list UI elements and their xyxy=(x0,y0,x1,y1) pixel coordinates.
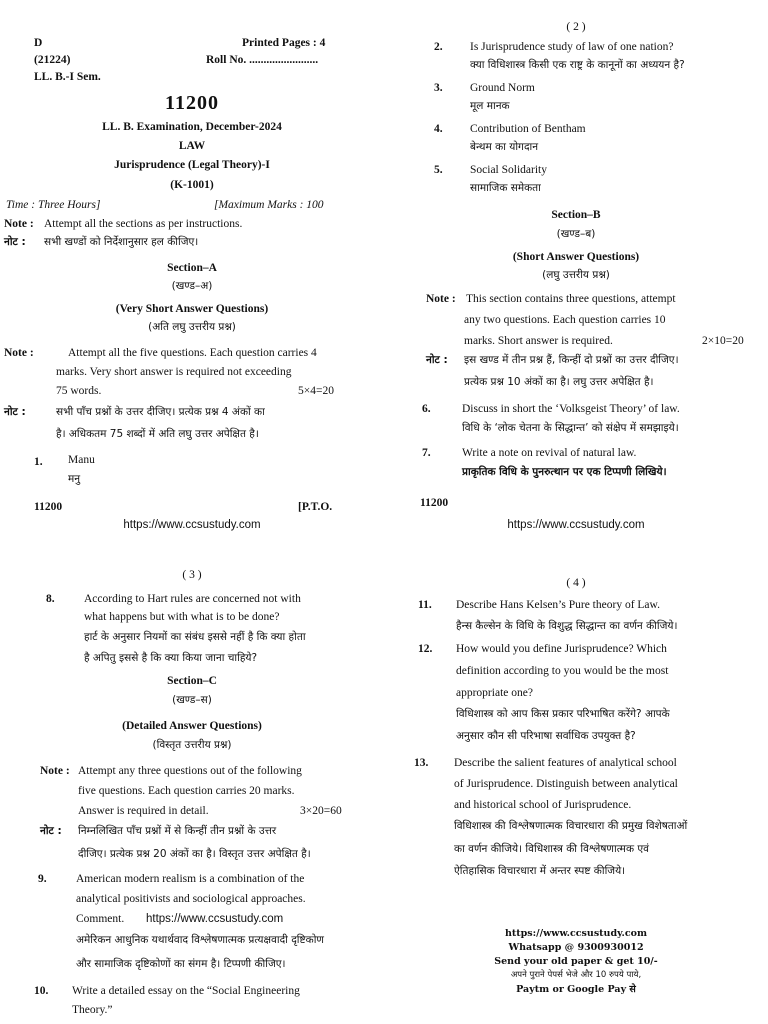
question-number: 10. xyxy=(34,985,49,997)
question-text: Write a note on revival of natural law. xyxy=(462,447,637,459)
note-hi-text: सभी खण्डों को निर्देशानुसार हल कीजिए। xyxy=(44,236,199,248)
page-number: ( 3 ) xyxy=(182,569,202,581)
sc-note-line: Answer is required in detail. xyxy=(78,805,209,817)
section-b-type-hi: (लघु उत्तरीय प्रश्न) xyxy=(542,269,610,281)
question-text-hi: का वर्णन कीजिये। विधिशास्त्र की विश्लेषणात्मक एवं xyxy=(454,843,650,855)
question-text-hi: मूल मानक xyxy=(470,100,510,112)
sb-note-line: This section contains three questions, attempt xyxy=(466,293,676,305)
sa-marks: 5×4=20 xyxy=(298,385,334,397)
question-text: How would you define Jurisprudence? Which xyxy=(456,643,667,655)
printed-pages: Printed Pages : 4 xyxy=(242,37,326,49)
question-text: Describe Hans Kelsen’s Pure theory of Law. xyxy=(456,599,660,611)
watermark-url: https://www.ccsustudy.com xyxy=(507,519,645,531)
page-2 xyxy=(384,0,768,535)
sc-marks: 3×20=60 xyxy=(300,805,342,817)
sb-note-hi-line: इस खण्ड में तीन प्रश्न हैं, किन्हीं दो प्रश्नों का उत्तर दीजिए। xyxy=(464,354,679,366)
question-text: Theory.” xyxy=(72,1004,113,1016)
sa-note-line: marks. Very short answer is required not exceeding xyxy=(56,366,292,378)
ad-offer-hi: अपने पुराने पेपर्स भेजे और 10 रुपये पाये, xyxy=(510,970,642,980)
sa-note-hi-line: है। अधिकतम 75 शब्दों में अति लघु उत्तर अपेक्षित है। xyxy=(56,428,259,440)
question-number: 1. xyxy=(34,456,43,468)
sa-note-line: 75 words. xyxy=(56,385,102,397)
question-number: 12. xyxy=(418,643,433,655)
question-text: According to Hart rules are concerned not with xyxy=(84,593,301,605)
section-b-type: (Short Answer Questions) xyxy=(512,251,640,263)
question-text-hi: विधिशास्त्र को आप किस प्रकार परिभाषित करेंगे? आपके xyxy=(456,708,670,720)
question-text: of Jurisprudence. Distinguish between analytical xyxy=(454,778,678,790)
question-text: analytical positivists and sociological approaches. xyxy=(76,893,306,905)
note-text: Attempt all the sections as per instructions. xyxy=(44,218,243,230)
note-label: Note : xyxy=(4,218,34,230)
paper-code: (K-1001) xyxy=(170,179,214,191)
question-text-hi: ऐतिहासिक विचारधारा में अन्तर स्पष्ट कीजिये। xyxy=(454,865,626,877)
question-text: appropriate one? xyxy=(456,687,533,699)
page-1 xyxy=(0,0,384,535)
question-number: 4. xyxy=(434,123,443,135)
question-number: 5. xyxy=(434,164,443,176)
section-c-hi: (खण्ड–स) xyxy=(172,694,212,706)
question-number: 7. xyxy=(422,447,431,459)
sb-marks: 2×10=20 xyxy=(702,335,744,347)
sb-note-line: marks. Short answer is required. xyxy=(464,335,613,347)
question-text-hi: अमेरिकन आधुनिक यथार्थवाद विश्लेषणात्मक प्रत्यक्षवादी दृष्टिकोण xyxy=(76,934,325,946)
sb-note-hi-label: नोट : xyxy=(426,354,448,366)
section-a-type: (Very Short Answer Questions) xyxy=(115,303,269,315)
question-text: Ground Norm xyxy=(470,82,535,94)
question-number: 2. xyxy=(434,41,443,53)
question-text: Describe the salient features of analytical school xyxy=(454,757,677,769)
paper-number: 11200 xyxy=(165,92,219,114)
question-number: 13. xyxy=(414,757,429,769)
section-a-heading: Section–A xyxy=(167,262,217,274)
question-text-hi: है अपितु इससे है कि क्या किया जाना चाहिये? xyxy=(84,652,258,664)
footer-pto: [P.T.O. xyxy=(298,501,333,513)
page-number: ( 2 ) xyxy=(566,21,586,33)
page-3 xyxy=(0,560,384,1024)
question-text-hi: अनुसार कौन सी परिभाषा सर्वाधिक उपयुक्त है? xyxy=(456,730,636,742)
sc-note-hi-line: निम्नलिखित पाँच प्रश्नों में से किन्हीं तीन प्रश्नों के उत्तर xyxy=(78,825,277,837)
question-text: and historical school of Jurisprudence. xyxy=(454,799,632,811)
footer-code: 11200 xyxy=(420,497,449,509)
ad-payment: Paytm or Google Pay से xyxy=(516,984,636,995)
question-text: Social Solidarity xyxy=(470,164,547,176)
question-text: Is Jurisprudence study of law of one nation? xyxy=(470,41,674,53)
question-number: 6. xyxy=(422,403,431,415)
paper-code-number: (21224) xyxy=(34,54,71,66)
ad-offer: Send your old paper & get 10/- xyxy=(494,956,658,967)
series-label: D xyxy=(34,37,43,49)
page-4 xyxy=(384,560,768,1024)
sc-note-label: Note : xyxy=(40,765,70,777)
section-c-type-hi: (विस्तृत उत्तरीय प्रश्न) xyxy=(152,739,232,751)
section-c-heading: Section–C xyxy=(167,675,217,687)
question-text: Write a detailed essay on the “Social Engineering xyxy=(72,985,300,997)
watermark-url: https://www.ccsustudy.com xyxy=(146,913,284,925)
sc-note-hi-label: नोट : xyxy=(40,825,62,837)
sa-note-hi-line: सभी पाँच प्रश्नों के उत्तर दीजिए। प्रत्येक प्रश्न 4 अंकों का xyxy=(56,406,265,418)
question-text-hi: सामाजिक समेकता xyxy=(470,182,541,194)
section-c-type: (Detailed Answer Questions) xyxy=(122,720,262,732)
sc-note-line: Attempt any three questions out of the following xyxy=(78,765,302,777)
question-text-hi: क्या विधिशास्त्र किसी एक राष्ट्र के कानूनों का अध्ययन है? xyxy=(470,59,685,71)
section-b-hi: (खण्ड–ब) xyxy=(556,228,596,240)
sc-note-line: five questions. Each question carries 20 marks. xyxy=(78,785,295,797)
question-text-hi: हार्ट के अनुसार नियमों का संबंध इससे नहीं है कि क्या होता xyxy=(84,631,306,643)
sc-note-hi-line: दीजिए। प्रत्येक प्रश्न 20 अंकों का है। विस्तृत उत्तर अपेक्षित है। xyxy=(78,848,311,860)
time-label: Time : Three Hours] xyxy=(6,199,101,211)
question-text-hi: बेन्थम का योगदान xyxy=(470,141,539,153)
question-number: 8. xyxy=(46,593,55,605)
question-text: what happens but with what is to be done? xyxy=(84,611,280,623)
roll-number-field: Roll No. ........................ xyxy=(206,54,319,66)
sb-note-hi-line: प्रत्येक प्रश्न 10 अंकों का है। लघु उत्तर अपेक्षित है। xyxy=(464,376,654,388)
ad-url: https://www.ccsustudy.com xyxy=(504,928,648,939)
question-text-hi: प्राकृतिक विधि के पुनरुत्थान पर एक टिप्पणी लिखिये। xyxy=(462,466,667,478)
paper-title: Jurisprudence (Legal Theory)-I xyxy=(114,159,270,171)
section-b-heading: Section–B xyxy=(551,209,601,221)
ad-whatsapp: Whatsapp @ 9300930012 xyxy=(508,942,644,953)
question-text: Comment. xyxy=(76,913,125,925)
max-marks: [Maximum Marks : 100 xyxy=(214,199,324,211)
question-text-hi: और सामाजिक दृष्टिकोणों का संगम है। टिप्पणी कीजिए। xyxy=(76,958,286,970)
question-number: 11. xyxy=(418,599,432,611)
question-text-hi: विधिशास्त्र की विश्लेषणात्मक विचारधारा की प्रमुख विशेषताओं xyxy=(454,820,688,832)
exam-title: LL. B. Examination, December-2024 xyxy=(102,121,282,133)
footer-code: 11200 xyxy=(34,501,63,513)
section-a-type-hi: (अति लघु उत्तरीय प्रश्न) xyxy=(148,321,236,333)
sb-note-label: Note : xyxy=(426,293,456,305)
question-text-hi: हैन्स कैल्सेन के विधि के विशुद्ध सिद्धान्त का वर्णन कीजिये। xyxy=(456,620,678,632)
question-number: 9. xyxy=(38,873,47,885)
question-number: 3. xyxy=(434,82,443,94)
question-text: Manu xyxy=(68,454,95,466)
sa-note-line: Attempt all the five questions. Each question carries 4 xyxy=(68,347,317,359)
section-a-hi: (खण्ड–अ) xyxy=(171,280,213,292)
note-hi-label: नोट : xyxy=(4,236,26,248)
question-text-hi: विधि के ‘लोक चेतना के सिद्धान्त’ को संक्षेप में समझाइये। xyxy=(462,422,679,434)
question-text: Contribution of Bentham xyxy=(470,123,586,135)
sa-note-hi-label: नोट : xyxy=(4,406,26,418)
page-number: ( 4 ) xyxy=(566,577,586,589)
watermark-url: https://www.ccsustudy.com xyxy=(123,519,261,531)
question-text: American modern realism is a combination of the xyxy=(76,873,305,885)
question-text: Discuss in short the ‘Volksgeist Theory’ of law. xyxy=(462,403,680,415)
subject: LAW xyxy=(178,140,206,152)
question-text-hi: मनु xyxy=(68,473,81,485)
question-text: definition according to you would be the most xyxy=(456,665,669,677)
sa-note-label: Note : xyxy=(4,347,34,359)
sb-note-line: any two questions. Each question carries 10 xyxy=(464,314,666,326)
semester-label: LL. B.-I Sem. xyxy=(34,71,101,83)
